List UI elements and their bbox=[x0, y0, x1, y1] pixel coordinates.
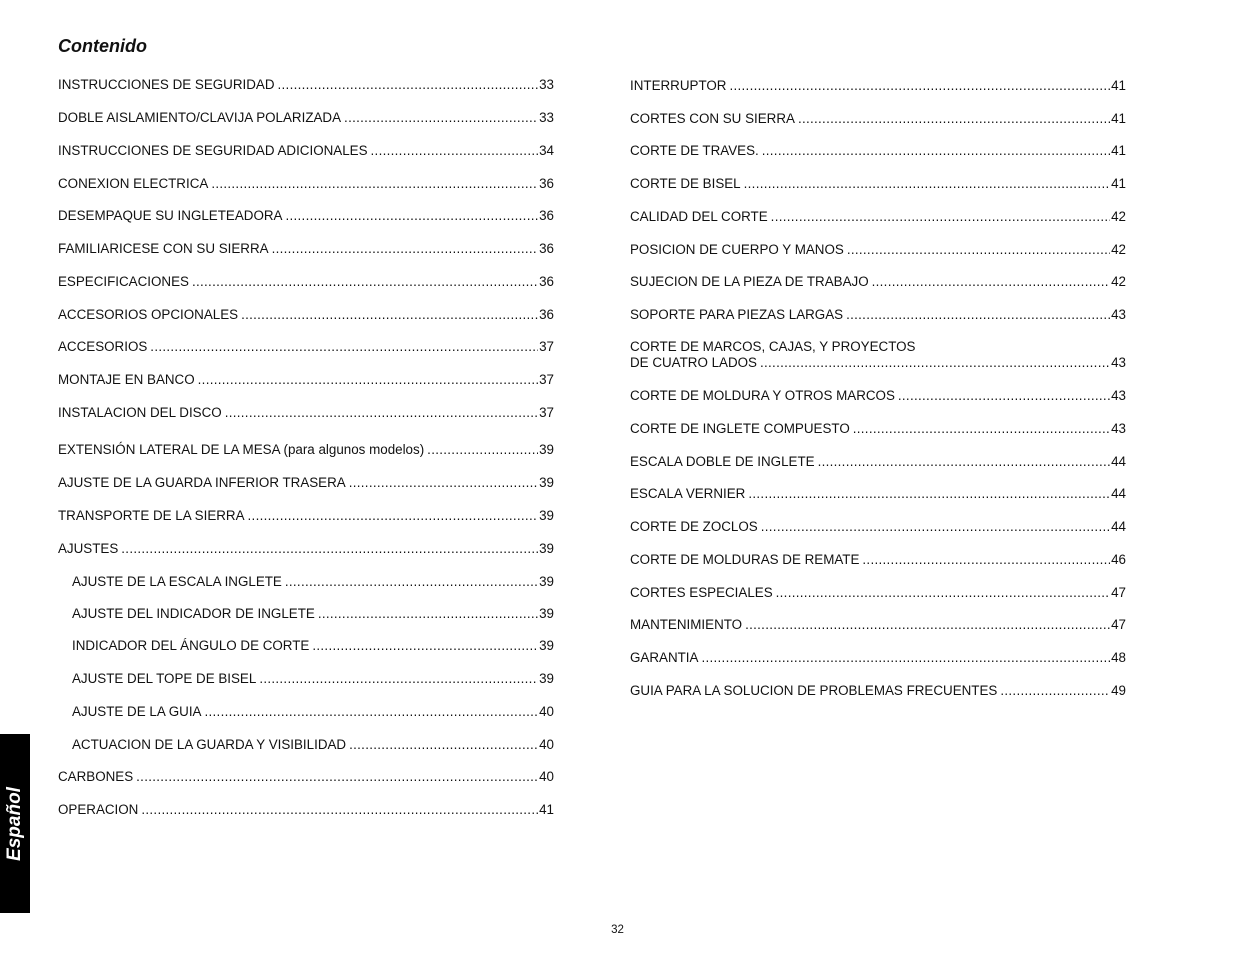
toc-entry-label: CORTE DE MOLDURAS DE REMATE bbox=[630, 552, 860, 567]
toc-entry-label: INSTRUCCIONES DE SEGURIDAD bbox=[58, 77, 275, 92]
leader-dots bbox=[846, 307, 1110, 323]
toc-entry[interactable] bbox=[630, 519, 1126, 535]
toc-entry-page: 39 bbox=[539, 638, 554, 653]
toc-entry-page: 41 bbox=[1111, 143, 1126, 158]
toc-entry[interactable] bbox=[630, 683, 1126, 699]
toc-entry-label: POSICION DE CUERPO Y MANOS bbox=[630, 242, 844, 257]
toc-entry-page: 39 bbox=[539, 606, 554, 621]
toc-entry-label: INDICADOR DEL ÁNGULO DE CORTE bbox=[72, 638, 310, 653]
toc-entry-label: TRANSPORTE DE LA SIERRA bbox=[58, 508, 245, 523]
leader-dots bbox=[776, 585, 1110, 601]
toc-entry-label: MONTAJE EN BANCO bbox=[58, 372, 195, 387]
toc-entry[interactable] bbox=[58, 176, 554, 192]
toc-entry-page: 43 bbox=[1111, 388, 1126, 403]
toc-entry-multiline[interactable] bbox=[630, 339, 1126, 371]
toc-entry[interactable] bbox=[58, 339, 554, 355]
toc-entry-page: 36 bbox=[539, 307, 554, 322]
toc-entry-page: 39 bbox=[539, 442, 554, 457]
toc-entry[interactable] bbox=[630, 143, 1126, 159]
leader-dots bbox=[318, 606, 538, 622]
toc-entry-label: CONEXION ELECTRICA bbox=[58, 176, 209, 191]
page-number: 32 bbox=[611, 924, 624, 936]
toc-entry-page: 39 bbox=[539, 508, 554, 523]
toc-entry-page: 41 bbox=[1111, 176, 1126, 191]
toc-entry-page: 36 bbox=[539, 241, 554, 256]
page-title: Contenido bbox=[58, 36, 147, 56]
toc-subentry[interactable] bbox=[72, 671, 554, 687]
toc-entry-page: 39 bbox=[539, 475, 554, 490]
toc-entry-label: DESEMPAQUE SU INGLETEADORA bbox=[58, 208, 283, 223]
toc-entry[interactable] bbox=[630, 274, 1126, 290]
toc-entry[interactable] bbox=[58, 110, 554, 126]
leader-dots bbox=[818, 454, 1111, 470]
toc-entry-page: 47 bbox=[1111, 617, 1126, 632]
leader-dots bbox=[798, 111, 1110, 127]
toc-entry[interactable] bbox=[630, 176, 1126, 192]
toc-entry-page: 33 bbox=[539, 77, 554, 92]
toc-entry-label: AJUSTE DE LA ESCALA INGLETE bbox=[72, 574, 282, 589]
toc-entry-page: 37 bbox=[539, 339, 554, 354]
leader-dots bbox=[862, 552, 1110, 568]
leader-dots bbox=[762, 143, 1110, 159]
toc-entry-label: DE CUATRO LADOS bbox=[630, 355, 757, 370]
toc-entry-page: 39 bbox=[539, 574, 554, 589]
leader-dots bbox=[285, 208, 538, 224]
toc-entry-page: 37 bbox=[539, 372, 554, 387]
toc-entry-page: 36 bbox=[539, 176, 554, 191]
leader-dots bbox=[729, 78, 1110, 94]
toc-entry[interactable] bbox=[58, 274, 554, 290]
toc-entry-label: AJUSTE DE LA GUIA bbox=[72, 704, 202, 719]
toc-entry-label: GARANTIA bbox=[630, 650, 699, 665]
toc-entry-page: 42 bbox=[1111, 274, 1126, 289]
toc-entry-page: 33 bbox=[539, 110, 554, 125]
toc-entry-page: 37 bbox=[539, 405, 554, 420]
toc-entry[interactable] bbox=[58, 208, 554, 224]
leader-dots bbox=[371, 143, 539, 159]
toc-entry-label: SUJECION DE LA PIEZA DE TRABAJO bbox=[630, 274, 869, 289]
leader-dots bbox=[701, 650, 1110, 666]
toc-entry-label: OPERACION bbox=[58, 802, 139, 817]
toc-entry[interactable] bbox=[630, 650, 1126, 666]
toc-entry-page: 44 bbox=[1111, 486, 1126, 501]
leader-dots bbox=[898, 388, 1110, 404]
leader-dots bbox=[760, 355, 1110, 371]
toc-entry-page: 46 bbox=[1111, 552, 1126, 567]
toc-entry-label: INSTRUCCIONES DE SEGURIDAD ADICIONALES bbox=[58, 143, 368, 158]
leader-dots bbox=[259, 671, 538, 687]
toc-entry[interactable] bbox=[58, 307, 554, 323]
toc-entry-label: INSTALACION DEL DISCO bbox=[58, 405, 222, 420]
toc-entry-page: 47 bbox=[1111, 585, 1126, 600]
leader-dots bbox=[211, 176, 538, 192]
toc-entry-label: ACCESORIOS OPCIONALES bbox=[58, 307, 239, 322]
language-tab-label: Español bbox=[4, 786, 25, 861]
language-tab bbox=[0, 734, 30, 913]
toc-entry-label: CORTE DE BISEL bbox=[630, 176, 741, 191]
toc-entry[interactable] bbox=[58, 769, 554, 785]
leader-dots bbox=[225, 405, 538, 421]
leader-dots bbox=[204, 704, 538, 720]
toc-entry-page: 41 bbox=[539, 802, 554, 817]
toc-entry[interactable] bbox=[58, 541, 554, 557]
toc-entry-label: CORTE DE TRAVES. bbox=[630, 143, 759, 158]
toc-entry-label: ACCESORIOS bbox=[58, 339, 148, 354]
leader-dots bbox=[248, 508, 539, 524]
toc-subentry[interactable] bbox=[72, 737, 554, 753]
toc-subentry[interactable] bbox=[72, 574, 554, 590]
toc-entry[interactable] bbox=[58, 508, 554, 524]
toc-entry-label: AJUSTES bbox=[58, 541, 119, 556]
toc-entry[interactable] bbox=[58, 802, 554, 818]
toc-entry[interactable] bbox=[630, 209, 1126, 225]
toc-entry-page: 40 bbox=[539, 737, 554, 752]
toc-entry-label: CORTE DE INGLETE COMPUESTO bbox=[630, 421, 850, 436]
toc-entry-label: ESCALA VERNIER bbox=[630, 486, 746, 501]
toc-entry-label: AJUSTE DEL TOPE DE BISEL bbox=[72, 671, 257, 686]
toc-entry[interactable] bbox=[58, 241, 554, 257]
leader-dots bbox=[744, 176, 1110, 192]
toc-entry-label: AJUSTE DE LA GUARDA INFERIOR TRASERA bbox=[58, 475, 346, 490]
toc-entry-page: 40 bbox=[539, 769, 554, 784]
leader-dots bbox=[272, 241, 539, 257]
toc-entry-label: CORTES CON SU SIERRA bbox=[630, 111, 795, 126]
toc-entry-label: ACTUACION DE LA GUARDA Y VISIBILIDAD bbox=[72, 737, 347, 752]
toc-entry-label: DOBLE AISLAMIENTO/CLAVIJA POLARIZADA bbox=[58, 110, 342, 125]
toc-entry-page: 41 bbox=[1111, 78, 1126, 93]
leader-dots bbox=[1000, 683, 1110, 699]
leader-dots bbox=[278, 77, 539, 93]
toc-entry-page: 49 bbox=[1111, 683, 1126, 698]
toc-entry-page: 48 bbox=[1111, 650, 1126, 665]
toc-entry-page: 39 bbox=[539, 541, 554, 556]
leader-dots bbox=[312, 638, 538, 654]
toc-entry[interactable] bbox=[630, 454, 1126, 470]
leader-dots bbox=[121, 541, 538, 557]
toc-entry-label: SOPORTE PARA PIEZAS LARGAS bbox=[630, 307, 844, 322]
toc-entry-label: FAMILIARICESE CON SU SIERRA bbox=[58, 241, 269, 256]
toc-entry[interactable] bbox=[58, 405, 554, 421]
toc-entry[interactable] bbox=[630, 111, 1126, 127]
toc-entry-page: 42 bbox=[1111, 209, 1126, 224]
leader-dots bbox=[771, 209, 1110, 225]
leader-dots bbox=[847, 242, 1110, 258]
toc-entry-page: 43 bbox=[1111, 355, 1126, 370]
leader-dots bbox=[285, 574, 538, 590]
toc-entry-page: 39 bbox=[539, 671, 554, 686]
leader-dots bbox=[748, 486, 1110, 502]
toc-subentry[interactable] bbox=[72, 704, 554, 720]
toc-entry-label: CORTE DE MOLDURA Y OTROS MARCOS bbox=[630, 388, 895, 403]
leader-dots bbox=[427, 442, 538, 458]
leader-dots bbox=[192, 274, 538, 290]
toc-entry[interactable] bbox=[630, 242, 1126, 258]
toc-entry[interactable] bbox=[58, 372, 554, 388]
toc-entry-page: 44 bbox=[1111, 454, 1126, 469]
toc-subentry[interactable] bbox=[72, 606, 554, 622]
leader-dots bbox=[344, 110, 538, 126]
toc-entry-page: 43 bbox=[1111, 421, 1126, 436]
toc-entry[interactable] bbox=[630, 78, 1126, 94]
leader-dots bbox=[150, 339, 538, 355]
leader-dots bbox=[141, 802, 538, 818]
toc-entry-label: GUIA PARA LA SOLUCION DE PROBLEMAS FRECUENTES bbox=[630, 683, 998, 698]
toc-entry-label: CALIDAD DEL CORTE bbox=[630, 209, 768, 224]
toc-entry-label: MANTENIMIENTO bbox=[630, 617, 743, 632]
toc-entry-page: 43 bbox=[1111, 307, 1126, 322]
leader-dots bbox=[872, 274, 1110, 290]
toc-entry-label: ESCALA DOBLE DE INGLETE bbox=[630, 454, 815, 469]
leader-dots bbox=[241, 307, 538, 323]
toc-entry[interactable] bbox=[58, 475, 554, 491]
toc-entry-label: EXTENSIÓN LATERAL DE LA MESA (para algunos modelos) bbox=[58, 442, 425, 457]
toc-entry[interactable] bbox=[630, 617, 1126, 633]
toc-entry[interactable] bbox=[630, 486, 1126, 502]
toc-entry-label-line1: CORTE DE MARCOS, CAJAS, Y PROYECTOS bbox=[630, 339, 916, 354]
toc-entry-page: 36 bbox=[539, 274, 554, 289]
toc-entry[interactable] bbox=[630, 421, 1126, 437]
leader-dots bbox=[761, 519, 1110, 535]
toc-entry[interactable] bbox=[58, 77, 554, 93]
leader-dots bbox=[198, 372, 538, 388]
toc-entry[interactable] bbox=[630, 585, 1126, 601]
toc-entry-page: 41 bbox=[1111, 111, 1126, 126]
leader-dots bbox=[745, 617, 1110, 633]
toc-entry[interactable] bbox=[630, 307, 1126, 323]
leader-dots bbox=[853, 421, 1110, 437]
toc-entry-label: ESPECIFICACIONES bbox=[58, 274, 189, 289]
leader-dots bbox=[349, 475, 538, 491]
toc-entry[interactable] bbox=[58, 442, 554, 458]
toc-entry[interactable] bbox=[630, 388, 1126, 404]
toc-entry-page: 44 bbox=[1111, 519, 1126, 534]
toc-entry-label: CORTE DE ZOCLOS bbox=[630, 519, 758, 534]
toc-entry[interactable] bbox=[630, 552, 1126, 568]
leader-dots bbox=[136, 769, 538, 785]
toc-entry-label: INTERRUPTOR bbox=[630, 78, 727, 93]
leader-dots bbox=[349, 737, 538, 753]
toc-entry[interactable] bbox=[58, 143, 554, 159]
toc-entry-page: 40 bbox=[539, 704, 554, 719]
toc-entry-page: 42 bbox=[1111, 242, 1126, 257]
toc-entry-page: 34 bbox=[539, 143, 554, 158]
toc-entry-label: AJUSTE DEL INDICADOR DE INGLETE bbox=[72, 606, 315, 621]
toc-entry-label: CARBONES bbox=[58, 769, 134, 784]
toc-entry-label: CORTES ESPECIALES bbox=[630, 585, 773, 600]
toc-entry-page: 36 bbox=[539, 208, 554, 223]
toc-subentry[interactable] bbox=[72, 638, 554, 654]
